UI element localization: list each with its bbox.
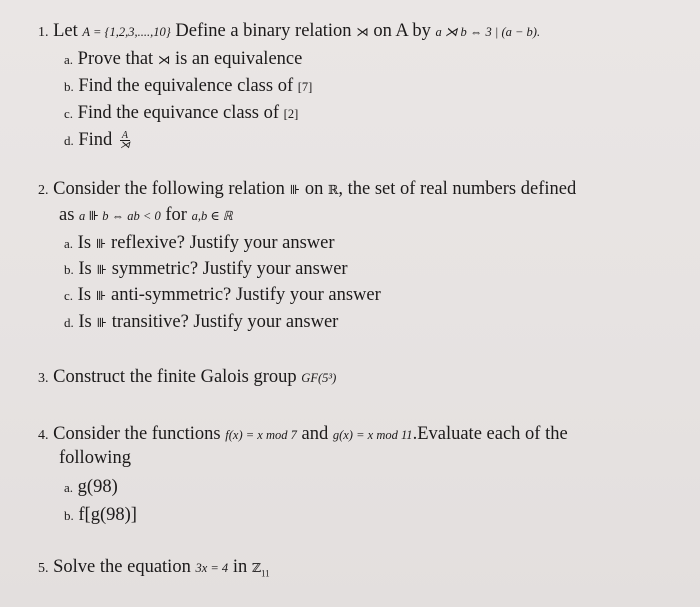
question-4-stem-line-2 [59,447,131,469]
relation-symbol: ⋊ [356,25,369,39]
question-5 [38,556,270,585]
question-text: in [232,557,248,577]
galois-field-math: GF(5³) [301,371,337,385]
modulus-subscript: 11 [260,568,270,579]
question-2-part-c [64,284,381,307]
part-text: symmetric? Justify your answer [111,259,348,279]
question-2-part-a [64,232,335,255]
part-text: Find the equivalence class of [78,76,294,96]
part-text: Find the equivance class of [77,103,280,123]
part-text: Is [78,259,92,279]
question-text: Define a binary relation [175,21,352,41]
part-label: d. [64,315,74,330]
part-label: d. [64,133,74,148]
question-4-part-b [64,504,137,527]
part-label: b. [64,79,74,94]
reals-symbol: ℝ [327,183,339,197]
relation-definition-math: a ⋊ b ⇔ 3 | (a − b). [435,25,541,39]
part-text: is an equivalence [174,49,303,69]
question-number: 2. [38,183,49,198]
part-label: a. [64,480,74,495]
question-1-stem [38,20,540,44]
question-text: on [304,179,324,199]
part-label: b. [64,262,74,277]
part-label: c. [64,106,74,121]
relation-symbol: ⊪ [95,289,107,303]
question-1-part-b [64,75,312,98]
relation-symbol: ⊪ [96,316,108,330]
question-number: 1. [38,25,49,40]
fraction-numerator: A [121,130,128,142]
question-text: and [301,424,329,444]
part-label: b. [64,508,74,523]
question-text: Consider the functions [53,424,221,444]
part-text: f[g(98)] [78,505,137,525]
part-label: c. [64,288,74,303]
part-text: Is [77,285,92,305]
part-text: transitive? Justify your answer [111,312,339,332]
question-text: following [59,448,131,468]
question-text: Let [53,21,78,41]
part-text: reflexive? Justify your answer [111,233,335,253]
question-1-part-d [64,129,130,152]
question-number: 4. [38,428,49,443]
fraction-denominator: ⋊ [119,140,130,152]
relation-symbol: ⊪ [289,183,301,197]
part-math: [2] [283,107,299,121]
part-label: a. [64,52,74,67]
relation-symbol: ⊪ [95,237,107,251]
question-text: on A by [373,21,431,41]
part-text: g(98) [77,477,118,497]
question-text: , the set of real numbers defined [338,179,577,199]
part-text: Find [78,130,113,150]
question-text: for [165,205,187,225]
question-text: .Evaluate each of the [412,424,568,444]
equation-math: 3x = 4 [195,561,229,575]
question-1-part-a [64,48,302,71]
question-2-part-d [64,311,338,334]
question-2-stem-line-2 [59,204,233,227]
question-4-stem [38,423,568,447]
question-text: Consider the following relation [53,179,285,199]
quotient-set-fraction [120,131,130,150]
domain-math: a,b ∈ ℝ [191,209,233,223]
integers-mod-symbol: ℤ [251,561,261,575]
part-text: anti-symmetric? Justify your answer [111,285,381,305]
set-definition-math: A = {1,2,3,....,10} [82,25,171,39]
question-1-part-c [64,102,298,125]
part-text: Is [77,233,92,253]
part-math: [7] [297,80,313,94]
question-text: Construct the finite Galois group [53,367,297,387]
part-text: Is [78,312,92,332]
relation-symbol: ⊪ [96,263,108,277]
question-3 [38,366,336,390]
question-4-part-a [64,476,118,499]
relation-definition-math: a ⊪ b ⇔ ab < 0 [79,209,161,223]
question-text: as [59,205,75,225]
question-text: Solve the equation [53,557,191,577]
question-2-part-b [64,258,348,281]
function-f-math: f(x) = x mod 7 [225,428,297,442]
function-g-math: g(x) = x mod 11 [332,428,413,442]
part-label: a. [64,236,74,251]
part-text: Prove that [77,49,154,69]
question-number: 3. [38,371,49,386]
question-number: 5. [38,561,49,576]
relation-symbol: ⋊ [157,53,171,67]
question-2-stem [38,178,576,202]
